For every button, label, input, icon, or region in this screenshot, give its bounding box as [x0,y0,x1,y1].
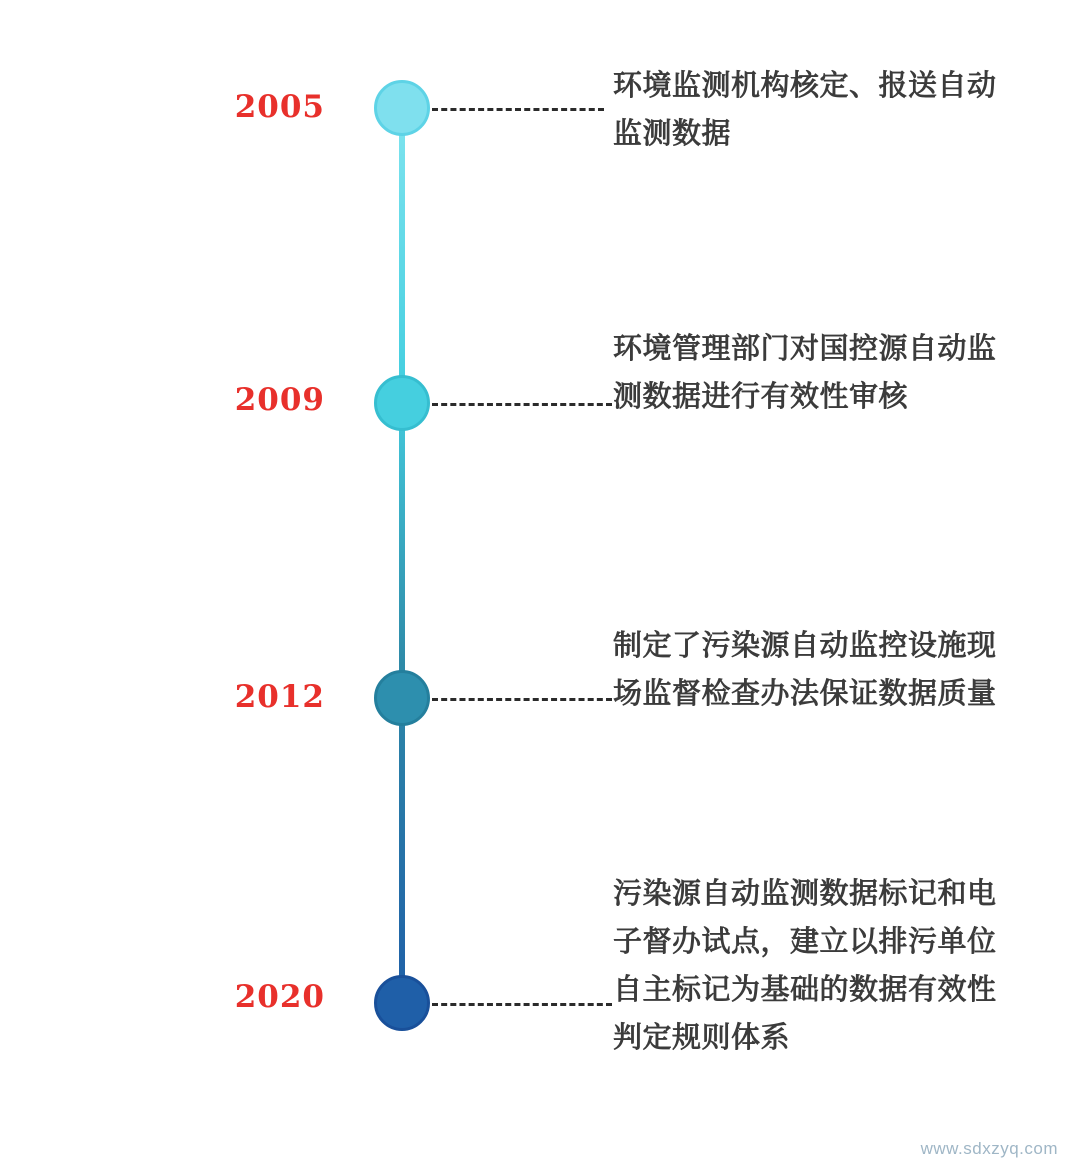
milestone-year-2020: 2020 [234,979,325,1015]
milestone-description-2005: 环境监测机构核定、报送自动监测数据 [613,70,997,150]
milestone-dot-2005[interactable] [374,80,430,136]
milestone-dot-2012[interactable] [374,670,430,726]
milestone-connector-2012 [432,698,612,701]
milestone-description-2020: 污染源自动监测数据标记和电子督办试点，建立以排污单位自主标记为基础的数据有效性判定规则体系 [613,878,997,1054]
milestone-connector-2009 [432,403,612,406]
milestone-dot-2020[interactable] [374,975,430,1031]
milestone-dot-2009[interactable] [374,375,430,431]
timeline-spine [399,110,405,1005]
milestone-year-2009: 2009 [234,382,325,418]
milestone-year-2012: 2012 [234,679,325,715]
milestone-description-2012: 制定了污染源自动监控设施现场监督检查办法保证数据质量 [613,630,997,710]
milestone-description-2009: 环境管理部门对国控源自动监测数据进行有效性审核 [613,333,997,413]
watermark: www.sdxzyq.com [920,1139,1058,1158]
milestone-connector-2020 [432,1003,612,1006]
milestone-year-2005: 2005 [234,89,325,125]
milestone-connector-2005 [432,108,604,111]
